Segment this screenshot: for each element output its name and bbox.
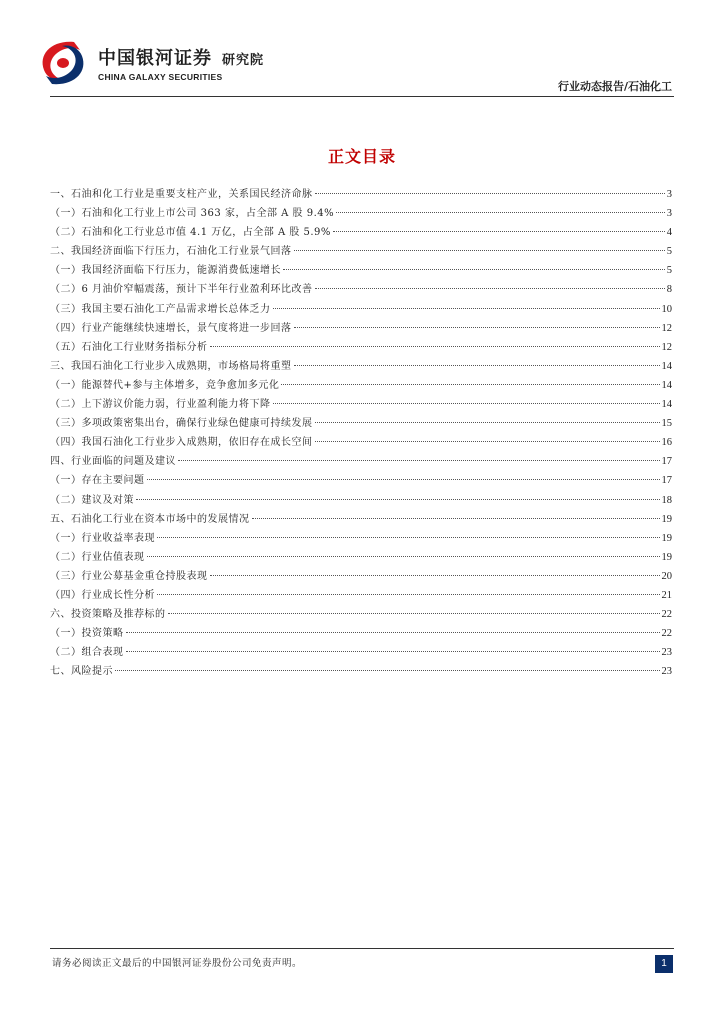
toc-entry[interactable] bbox=[50, 586, 672, 605]
toc-entry-title: 五、石油化工行业在资本市场中的发展情况 bbox=[50, 513, 250, 525]
toc-entry-page: 3 bbox=[666, 189, 672, 200]
toc-entry-title: （一）能源替代+参与主体增多，竞争愈加多元化 bbox=[50, 379, 280, 391]
toc-entry-page: 21 bbox=[661, 589, 672, 601]
toc-leader-dots bbox=[283, 269, 665, 270]
toc-entry-page: 23 bbox=[661, 666, 672, 678]
toc-entry-title: 二、我国经济面临下行压力，石油化工行业景气回落 bbox=[50, 246, 292, 258]
toc-entry[interactable] bbox=[50, 471, 672, 490]
toc-entry-title: （一）石油和化工行业上市公司 363 家，占全部 A 股 9.4% bbox=[50, 208, 335, 220]
toc-entry[interactable] bbox=[50, 624, 672, 643]
toc-entry-title: （一）行业收益率表现 bbox=[50, 532, 155, 544]
toc-leader-dots bbox=[315, 288, 665, 289]
toc-entry-page: 10 bbox=[661, 303, 672, 315]
toc-entry-title: （四）行业产能继续快速增长，景气度将进一步回落 bbox=[50, 322, 292, 334]
toc-entry[interactable] bbox=[50, 510, 672, 529]
toc-entry-title: 七、风险提示 bbox=[50, 666, 113, 678]
toc-entry-page: 19 bbox=[661, 513, 672, 525]
toc-leader-dots bbox=[273, 308, 660, 309]
toc-entry-title: （二）上下游议价能力弱，行业盈利能力将下降 bbox=[50, 399, 271, 411]
toc-entry-page: 5 bbox=[666, 265, 672, 277]
toc-leader-dots bbox=[147, 479, 660, 480]
toc-entry-page: 14 bbox=[661, 399, 672, 411]
toc-entry[interactable] bbox=[50, 395, 672, 414]
toc-leader-dots bbox=[157, 594, 660, 595]
logo-english-name: CHINA GALAXY SECURITIES bbox=[98, 72, 223, 82]
toc-entry[interactable] bbox=[50, 605, 672, 624]
toc-leader-dots bbox=[294, 327, 660, 328]
toc-entry-page: 23 bbox=[661, 647, 672, 659]
toc-leader-dots bbox=[273, 403, 660, 404]
toc-entry[interactable] bbox=[50, 204, 672, 223]
toc-leader-dots bbox=[168, 613, 660, 614]
toc-entry[interactable] bbox=[50, 376, 672, 395]
toc-entry[interactable] bbox=[50, 548, 672, 567]
toc-leader-dots bbox=[136, 499, 660, 500]
toc-entry[interactable] bbox=[50, 185, 672, 204]
toc-entry[interactable] bbox=[50, 300, 672, 319]
toc-entry-title: （二）石油和化工行业总市值 4.1 万亿，占全部 A 股 5.9% bbox=[50, 227, 331, 239]
toc-entry[interactable] bbox=[50, 529, 672, 548]
toc-entry[interactable] bbox=[50, 261, 672, 280]
toc-entry-title: （三）行业公募基金重仓持股表现 bbox=[50, 570, 208, 582]
toc-entry-title: 六、投资策略及推荐标的 bbox=[50, 609, 166, 621]
company-logo bbox=[34, 36, 304, 90]
toc-entry[interactable] bbox=[50, 357, 672, 376]
toc-entry[interactable] bbox=[50, 338, 672, 357]
toc-entry-page: 22 bbox=[661, 609, 672, 621]
toc-entry-page: 4 bbox=[666, 227, 672, 239]
toc-entry-page: 12 bbox=[661, 341, 672, 353]
toc-entry[interactable] bbox=[50, 662, 672, 681]
table-of-contents bbox=[50, 185, 672, 681]
toc-entry-title: （四）我国石油化工行业步入成熟期，依旧存在成长空间 bbox=[50, 437, 313, 449]
toc-leader-dots bbox=[315, 422, 660, 423]
toc-entry[interactable] bbox=[50, 223, 672, 242]
toc-entry-page: 3 bbox=[666, 208, 672, 220]
toc-entry-title: （三）我国主要石油化工产品需求增长总体乏力 bbox=[50, 303, 271, 315]
toc-leader-dots bbox=[315, 441, 660, 442]
toc-entry[interactable] bbox=[50, 242, 672, 261]
toc-leader-dots bbox=[315, 193, 665, 194]
toc-entry[interactable] bbox=[50, 567, 672, 586]
toc-entry-title: （二）建议及对策 bbox=[50, 494, 134, 506]
toc-leader-dots bbox=[294, 365, 660, 366]
toc-entry-title: 三、我国石油化工行业步入成熟期，市场格局将重塑 bbox=[50, 360, 292, 372]
toc-entry[interactable] bbox=[50, 319, 672, 338]
toc-entry-page: 19 bbox=[661, 551, 672, 563]
toc-leader-dots bbox=[210, 346, 660, 347]
logo-chinese-name: 中国银河证券 bbox=[98, 48, 212, 69]
toc-leader-dots bbox=[252, 518, 660, 519]
toc-entry-page: 14 bbox=[661, 379, 672, 391]
toc-entry[interactable] bbox=[50, 491, 672, 510]
toc-leader-dots bbox=[281, 384, 659, 385]
toc-title: 正文目录 bbox=[327, 147, 396, 166]
page-header bbox=[0, 0, 724, 110]
toc-entry-page: 17 bbox=[661, 475, 672, 487]
toc-entry-title: （二）6 月油价窄幅震荡，预计下半年行业盈利环比改善 bbox=[50, 284, 313, 296]
toc-entry-title: （二）行业估值表现 bbox=[50, 551, 145, 563]
galaxy-logo-icon bbox=[34, 36, 92, 90]
toc-leader-dots bbox=[115, 670, 660, 671]
toc-leader-dots bbox=[126, 632, 660, 633]
toc-entry-page: 14 bbox=[661, 360, 672, 372]
institute-label: 研究院 bbox=[222, 53, 265, 68]
toc-entry-page: 5 bbox=[666, 246, 672, 258]
toc-leader-dots bbox=[178, 460, 660, 461]
toc-entry-page: 18 bbox=[661, 494, 672, 506]
toc-entry-page: 22 bbox=[661, 628, 672, 640]
toc-leader-dots bbox=[147, 556, 660, 557]
footer-divider bbox=[50, 948, 674, 949]
toc-entry-page: 20 bbox=[661, 570, 672, 582]
toc-leader-dots bbox=[210, 575, 660, 576]
toc-entry-title: （五）石油化工行业财务指标分析 bbox=[50, 341, 208, 353]
header-divider bbox=[50, 96, 674, 97]
toc-entry[interactable] bbox=[50, 414, 672, 433]
toc-entry-title: （一）投资策略 bbox=[50, 628, 124, 640]
toc-leader-dots bbox=[333, 231, 665, 232]
toc-entry[interactable] bbox=[50, 433, 672, 452]
toc-entry-page: 15 bbox=[661, 418, 672, 430]
toc-leader-dots bbox=[157, 537, 660, 538]
toc-entry-page: 19 bbox=[661, 532, 672, 544]
toc-entry-title: 一、石油和化工行业是重要支柱产业，关系国民经济命脉 bbox=[50, 189, 313, 200]
toc-entry-title: 四、行业面临的问题及建议 bbox=[50, 456, 176, 468]
disclaimer-note: 请务必阅读正文最后的中国银河证券股份公司免责声明。 bbox=[52, 958, 303, 969]
toc-entry-title: （三）多项政策密集出台，确保行业绿色健康可持续发展 bbox=[50, 418, 313, 430]
toc-leader-dots bbox=[294, 250, 665, 251]
toc-entry-title: （一）我国经济面临下行压力，能源消费低速增长 bbox=[50, 265, 281, 277]
toc-leader-dots bbox=[126, 651, 660, 652]
toc-entry-page: 16 bbox=[661, 437, 672, 449]
toc-entry[interactable] bbox=[50, 280, 672, 299]
toc-entry-page: 8 bbox=[666, 284, 672, 296]
toc-entry-page: 12 bbox=[661, 322, 672, 334]
report-type: 行业动态报告/石油化工 bbox=[557, 80, 672, 93]
toc-entry-title: （四）行业成长性分析 bbox=[50, 589, 155, 601]
toc-entry[interactable] bbox=[50, 452, 672, 471]
toc-entry-title: （一）存在主要问题 bbox=[50, 475, 145, 487]
toc-leader-dots bbox=[336, 212, 665, 213]
toc-entry-title: （二）组合表现 bbox=[50, 647, 124, 659]
page-number: 1 bbox=[655, 955, 673, 973]
toc-entry[interactable] bbox=[50, 643, 672, 662]
toc-entry-page: 17 bbox=[661, 456, 672, 468]
